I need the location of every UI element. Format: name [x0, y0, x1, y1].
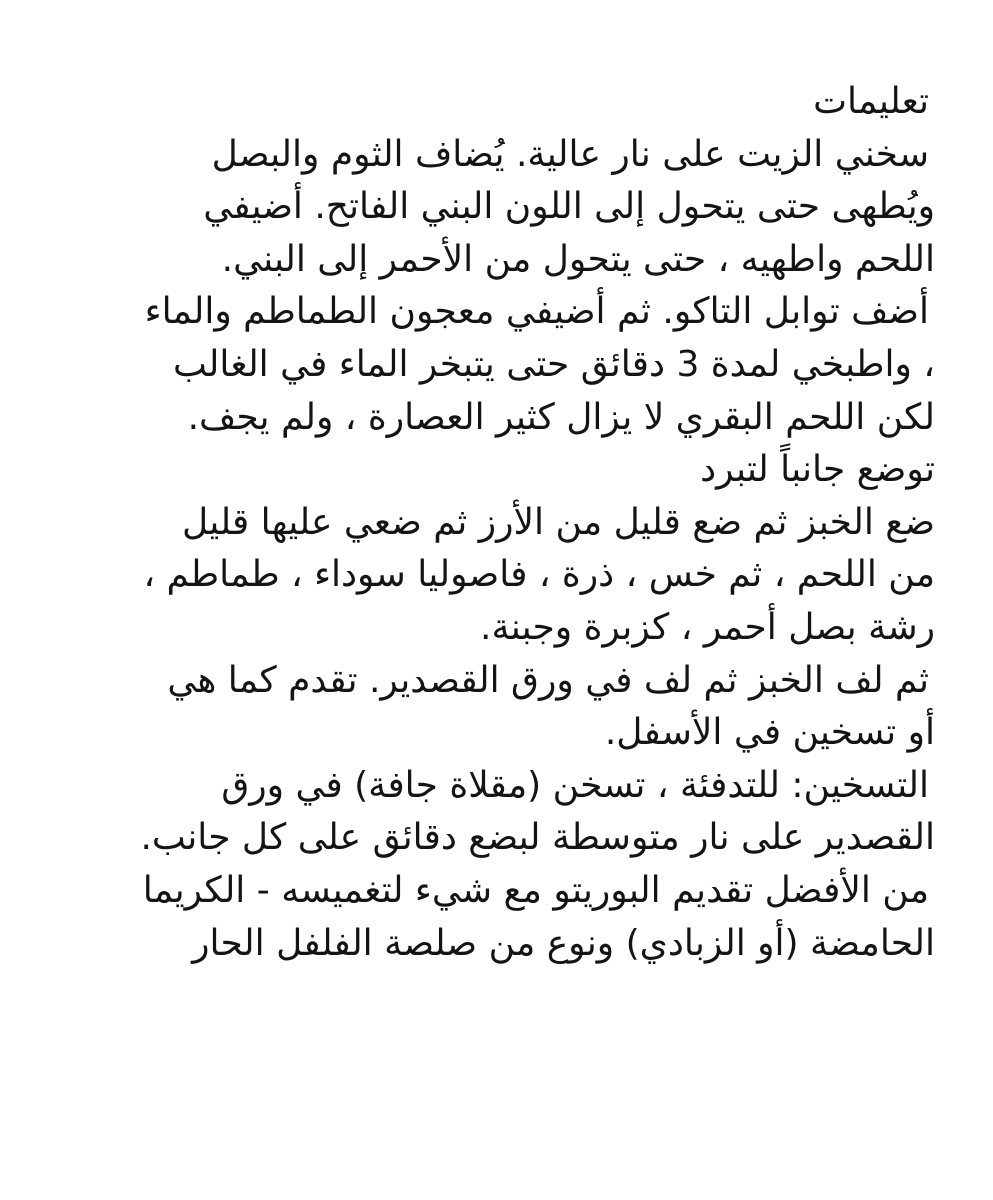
instruction-line: توضع جانباً لتبرد — [700, 449, 935, 491]
instruction-line: لكن اللحم البقري لا يزال كثير العصارة ، ولم يجف. — [187, 396, 935, 438]
instructions-title: تعليمات — [813, 81, 929, 122]
instruction-line: ويُطهى حتى يتحول إلى اللون البني الفاتح. أضيفي — [203, 186, 935, 228]
instruction-line: ضع الخبز ثم ضع قليل من الأرز ثم ضعي عليها قليل — [181, 501, 935, 543]
instruction-line: رشة بصل أحمر ، كزبرة وجبنة. — [480, 606, 935, 648]
instruction-line: ثم لف الخبز ثم لف في ورق القصدير. تقدم كما هي — [167, 659, 929, 701]
instruction-line: اللحم واطهيه ، حتى يتحول من الأحمر إلى البني. — [221, 238, 935, 280]
instruction-line: أو تسخين في الأسفل. — [604, 712, 935, 754]
instruction-line: من الأفضل تقديم البوريتو مع شيء لتغميسه - الكريما — [142, 869, 929, 911]
instructions-text — [35, 76, 935, 970]
instruction-line: سخني الزيت على نار عالية. يُضاف الثوم والبصل — [211, 133, 929, 175]
instruction-line: من اللحم ، ثم خس ، ذرة ، فاصوليا سوداء ، طماطم ، — [143, 554, 935, 596]
instruction-line: التسخين: للتدفئة ، تسخن (مقلاة جافة) في ورق — [221, 764, 929, 806]
instruction-line: ، واطبخي لمدة 3 دقائق حتى يتبخر الماء في الغالب — [173, 343, 935, 385]
instruction-line: القصدير على نار متوسطة لبضع دقائق على كل جانب. — [140, 817, 935, 859]
instruction-line: الحامضة (أو الزبادي) ونوع من صلصة الفلفل الحار — [192, 922, 935, 964]
instruction-line: أضف توابل التاكو. ثم أضيفي معجون الطماطم والماء — [144, 291, 929, 333]
